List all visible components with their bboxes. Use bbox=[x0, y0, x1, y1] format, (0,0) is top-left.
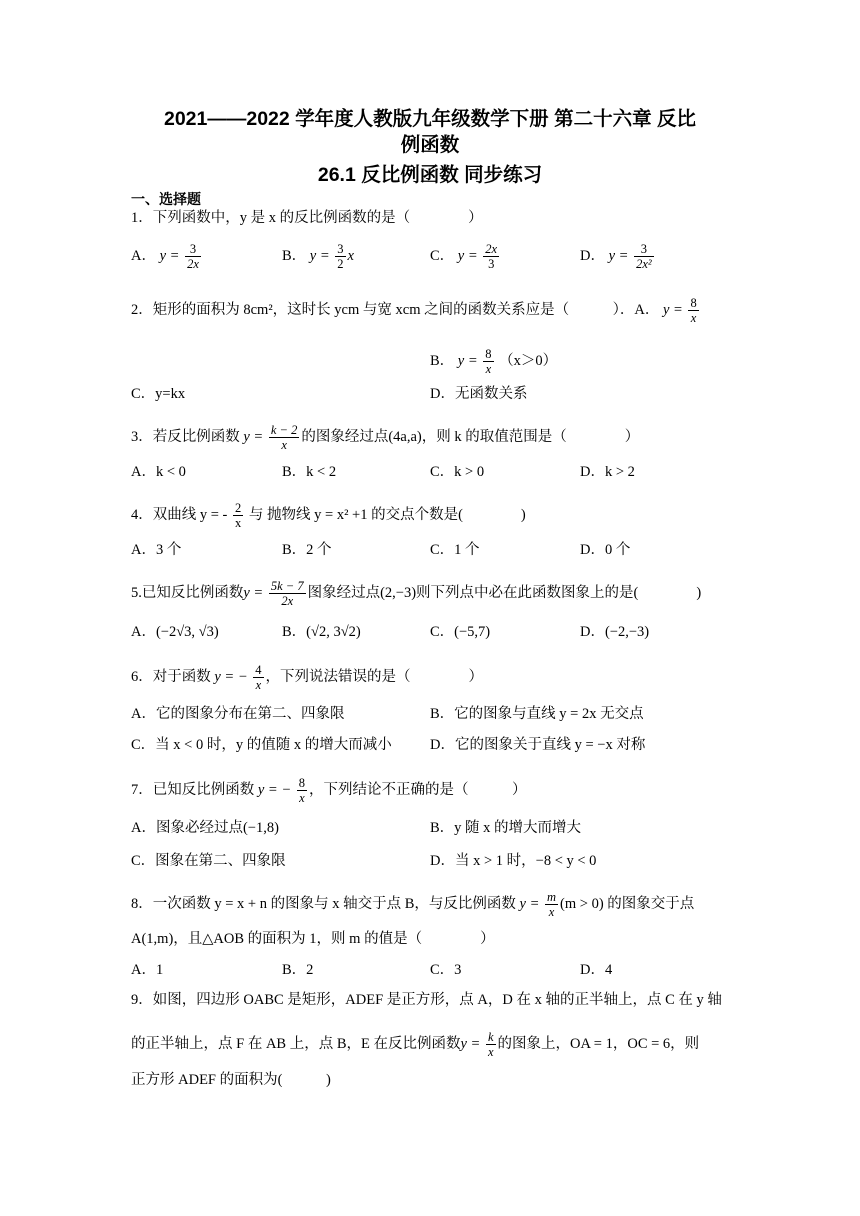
q3-option-b: B．k < 2 bbox=[282, 464, 337, 480]
q2-option-d: D．无函数关系 bbox=[430, 386, 528, 402]
q8-option-d: D．4 bbox=[580, 962, 613, 978]
q4-option-c: C．1 个 bbox=[430, 542, 480, 558]
q8-option-b: B．2 bbox=[282, 962, 314, 978]
q7-option-d: D．当 x > 1 时，−8 < y < 0 bbox=[430, 853, 597, 869]
q7-option-a: A．图象必经过点(−1,8) bbox=[131, 820, 279, 836]
q8-option-a: A．1 bbox=[131, 962, 164, 978]
q7-option-c: C．图象在第二、四象限 bbox=[131, 853, 286, 869]
q8-option-c: C．3 bbox=[430, 962, 462, 978]
q4-option-a: A．3 个 bbox=[131, 542, 182, 558]
q4-option-b: B．2 个 bbox=[282, 542, 332, 558]
q1-option-a: A． y = $\frac{3}{2x}$ bbox=[131, 242, 199, 271]
q5-option-c: C．(−5,7) bbox=[430, 624, 491, 640]
q3-stem: 3．若反比例函数 y = $\frac{k - 2}{x}$ 的图象经过点(4a,a)，则 k 的取值范围是（ ） bbox=[131, 423, 640, 452]
q1-option-d: D． y = $\frac{3}{\text{2x²}}$ bbox=[580, 242, 652, 271]
q6-option-d: D．它的图象关于直线 y = −x 对称 bbox=[430, 737, 646, 753]
q3-option-c: C．k > 0 bbox=[430, 464, 485, 480]
q2-option-c: C．y=kx bbox=[131, 386, 186, 402]
q3-option-a: A．k < 0 bbox=[131, 464, 186, 480]
q8-stem-line2: A(1,m)，且△AOB 的面积为 1，则 m 的值是（ ） bbox=[131, 931, 495, 947]
q6-option-a: A．它的图象分布在第二、四象限 bbox=[131, 706, 345, 722]
q4-stem: 4．双曲线 y = - $\frac{2}{x}$ 与 抛物线 y = x² +1 的交点个数是( ) bbox=[131, 501, 526, 530]
section-heading: 一、选择题 bbox=[131, 191, 201, 207]
q8-stem: 8．一次函数 y = x + n 的图象与 x 轴交于点 B，与反比例函数 y = $\frac{m}{x}$ (m > 0) 的图象交于点 bbox=[131, 890, 695, 919]
q9-stem-line3: 正方形 ADEF 的面积为( ) bbox=[131, 1072, 331, 1088]
q6-option-c: C．当 x < 0 时，y 的值随 x 的增大而减小 bbox=[131, 737, 392, 753]
q2-option-b: B． y = $\frac{8}{x}$ （x＞0） bbox=[430, 347, 558, 376]
q4-option-d: D．0 个 bbox=[580, 542, 631, 558]
q1-option-b: B． y = $\frac{3}{2}$ x bbox=[282, 242, 354, 271]
q1-option-c: C． y = $\frac{2x}{3}$ bbox=[430, 242, 498, 271]
q2-stem: 2．矩形的面积为 8cm²，这时长 ycm 与宽 xcm 之间的函数关系应是（ ）．A． y = $\frac{8}{x}$ bbox=[131, 296, 697, 325]
title-line-1: 2021——2022 学年度人教版九年级数学下册 第二十六章 反比 bbox=[163, 108, 696, 130]
q5-option-a: A．(−2√3, √3) bbox=[131, 624, 219, 640]
title-line-2: 例函数 bbox=[400, 134, 460, 156]
q9-stem-line1: 9．如图，四边形 OABC 是矩形，ADEF 是正方形，点 A，D 在 x 轴的正半轴上，点 C 在 y 轴 bbox=[131, 992, 722, 1008]
title-line-3: 26.1 反比例函数 同步练习 bbox=[317, 164, 543, 186]
q6-option-b: B．它的图象与直线 y = 2x 无交点 bbox=[430, 706, 644, 722]
q7-stem: 7．已知反比例函数 y = − $\frac{8}{x}$ ，下列结论不正确的是（ ） bbox=[131, 776, 527, 805]
q1-stem: 1．下列函数中，y 是 x 的反比例函数的是（ ） bbox=[131, 210, 483, 226]
q5-stem: 5.已知反比例函数y = $\frac{5k - 7}{2x}$ 图象经过点(2,−3)则下列点中必在此函数图象上的是( ) bbox=[131, 579, 702, 608]
q7-option-b: B．y 随 x 的增大而增大 bbox=[430, 820, 582, 836]
q3-option-d: D．k > 2 bbox=[580, 464, 635, 480]
q5-option-b: B．(√2, 3√2) bbox=[282, 624, 361, 640]
q5-option-d: D．(−2,−3) bbox=[580, 624, 650, 640]
q6-stem: 6．对于函数 y = − $\frac{4}{x}$ ，下列说法错误的是（ ） bbox=[131, 663, 484, 692]
q9-stem-line2: 的正半轴上，点 F 在 AB 上，点 B，E 在反比例函数y = $\frac{k}{x}$ 的图象上，OA = 1，OC = 6，则 bbox=[131, 1030, 700, 1059]
